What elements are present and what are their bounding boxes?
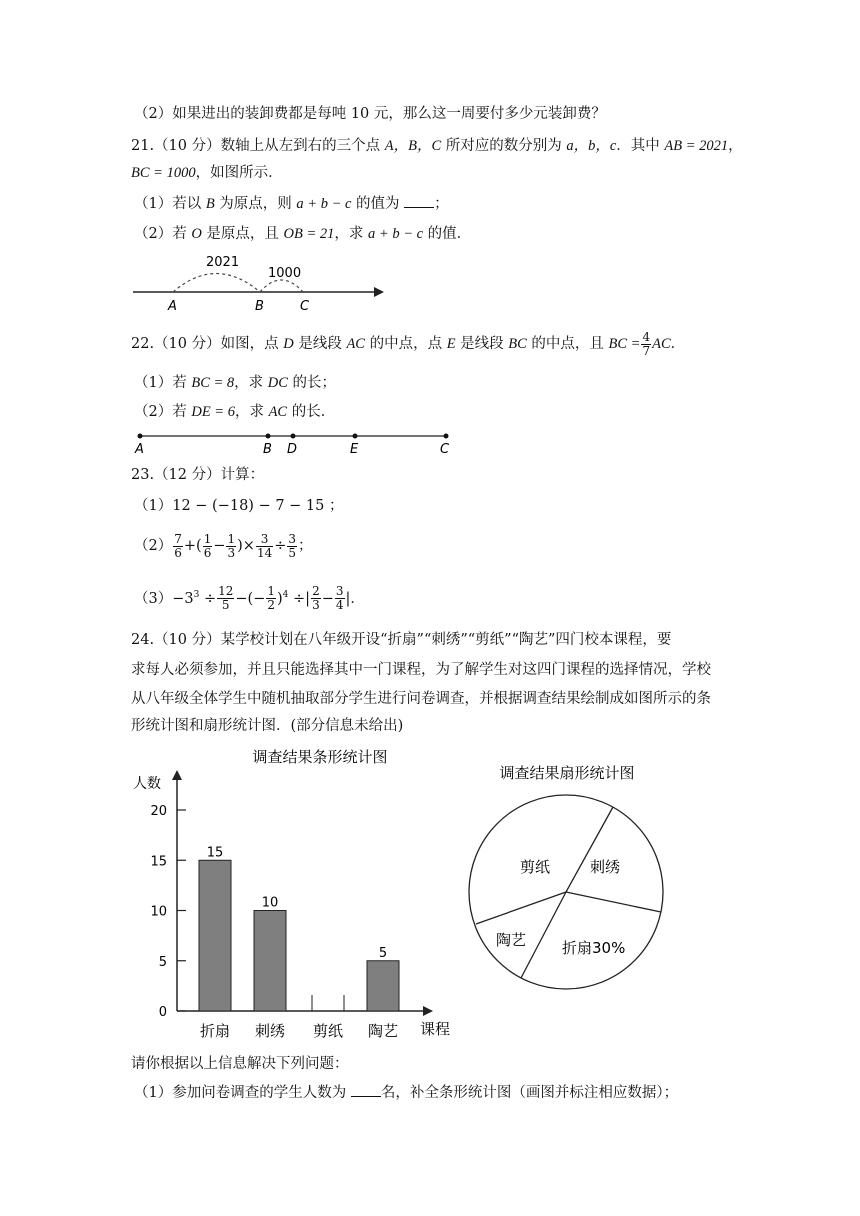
fraction-4-7: $\frac{4}{7}$ (642, 329, 651, 358)
bar-value-label: 15 (206, 845, 224, 861)
pie-slice-label: 剪纸 (520, 858, 551, 876)
q24-line4: 形统计图和扇形统计图．(部分信息未给出) (131, 718, 404, 734)
bar (367, 961, 399, 1011)
label-1000: 1000 (268, 266, 302, 281)
point-a-label: A (168, 299, 177, 314)
answer-blank (404, 195, 434, 208)
pie-slice-label: 陶艺 (496, 931, 527, 949)
q24-line1: 24.（10 分）某学校计划在八年级开设“折扇”“刺绣”“剪纸”“陶艺”四门校本课程，要 (131, 632, 672, 648)
answer-blank (351, 1084, 381, 1097)
label-2021: 2021 (206, 255, 240, 270)
q22-part2: （2）若 DE = 6，求 AC 的长． (134, 404, 336, 420)
q23-part3: $(3)-3^3$ ÷ $\frac{12}{5}$ −(− $\frac{1}{2}$ )$^4$ ÷| $\frac{2}{3}$ − $\frac{3}{4}$ |． (134, 584, 365, 613)
bar-chart-ylabel: 人数 (133, 776, 161, 792)
y-tick-label: 15 (150, 854, 167, 870)
q24-after: 请你根据以上信息解决下列问题： (131, 1056, 349, 1072)
category-label: 陶艺 (367, 1022, 399, 1040)
pie-divider (521, 892, 566, 978)
bar-value-label: 5 (378, 945, 388, 961)
point-b (266, 434, 271, 439)
bar-chart (125, 742, 465, 1047)
point-c-label: C (300, 299, 310, 314)
pie-slice-label: 刺绣 (590, 858, 621, 876)
category-label: 剪纸 (312, 1022, 344, 1040)
q21-line1: 21.（10 分）数轴上从左到右的三个点 A，B，C 所对应的数分别为 a，b，c．其中 AB = 2021， (131, 138, 743, 154)
category-label: 折扇 (199, 1022, 231, 1040)
q22-part1: （1）若 BC = 8，求 DC 的长； (134, 375, 337, 391)
bar-value-label: 10 (261, 895, 279, 911)
arrow-head-icon (374, 287, 384, 297)
x-axis-arrow-icon (423, 1006, 433, 1016)
pie-chart (462, 752, 712, 992)
point-e (353, 434, 358, 439)
bar-chart-title: 调查结果条形统计图 (252, 748, 388, 766)
y-axis-arrow-icon (172, 770, 182, 780)
label-a: A (135, 442, 144, 457)
point-b-label: B (255, 299, 264, 314)
y-tick-label: 20 (150, 804, 167, 819)
label-c: C (440, 442, 450, 457)
point-d (291, 434, 296, 439)
bar (254, 911, 286, 1012)
point-c (444, 434, 449, 439)
q24-part1: （1）参加问卷调查的学生人数为 名，补全条形统计图（画图并标注相应数据）； (134, 1085, 679, 1101)
pie-divider (566, 807, 613, 892)
category-label: 刺绣 (254, 1022, 286, 1040)
q24-line2: 求每人必须参加，并且只能选择其中一门课程，为了解学生对这四门课程的选择情况，学校 (131, 662, 711, 678)
q22-segment-figure (132, 426, 462, 458)
pie-chart-title: 调查结果扇形统计图 (499, 764, 635, 782)
q21-part2: （2）若 O 是原点，且 OB = 21，求 a + b − c 的值． (134, 226, 472, 242)
q24-line3: 从八年级全体学生中随机抽取部分学生进行问卷调查，并根据调查结果绘制成如图所示的条 (131, 691, 711, 707)
pie-divider (566, 892, 661, 912)
arc-ab (173, 274, 260, 293)
q21-line2: BC = 1000，如图所示． (131, 165, 283, 181)
q23-part2: （2） $\frac{7}{6}$ +( $\frac{1}{6}$ − $\frac{1}{3}$ )× $\frac{3}{14}$ ÷ $\frac{3}{5}$ ； (134, 531, 313, 560)
y-tick-label: 5 (158, 954, 167, 970)
q21-part1: （1）若以 B 为原点，则 a + b − c 的值为 ； (134, 196, 449, 212)
arc-bc (260, 280, 303, 292)
y-tick-label: 10 (150, 904, 167, 920)
label-b: B (263, 442, 272, 457)
q23-title: 23.（12 分）计算： (131, 467, 265, 483)
q20-part2: （2）如果进出的装卸费都是每吨 10 元，那么这一周要付多少元装卸费？ (134, 106, 606, 122)
bar (199, 860, 231, 1011)
q21-number-line-figure (128, 250, 398, 316)
y-tick-label: 0 (158, 1005, 167, 1020)
bar-chart-xlabel: 课程 (420, 1020, 451, 1038)
point-a (138, 434, 143, 439)
pie-slice-label: 折扇30% (562, 939, 626, 957)
q22-line1: 22.（10 分）如图，点 D 是线段 AC 的中点，点 E 是线段 BC 的中点，且 BC = $\frac{4}{7}$ AC． (131, 329, 686, 358)
q23-part1: （1）12 − (−18) − 7 − 15 ； (134, 498, 344, 514)
label-e: E (350, 442, 359, 457)
label-d: D (287, 442, 298, 457)
